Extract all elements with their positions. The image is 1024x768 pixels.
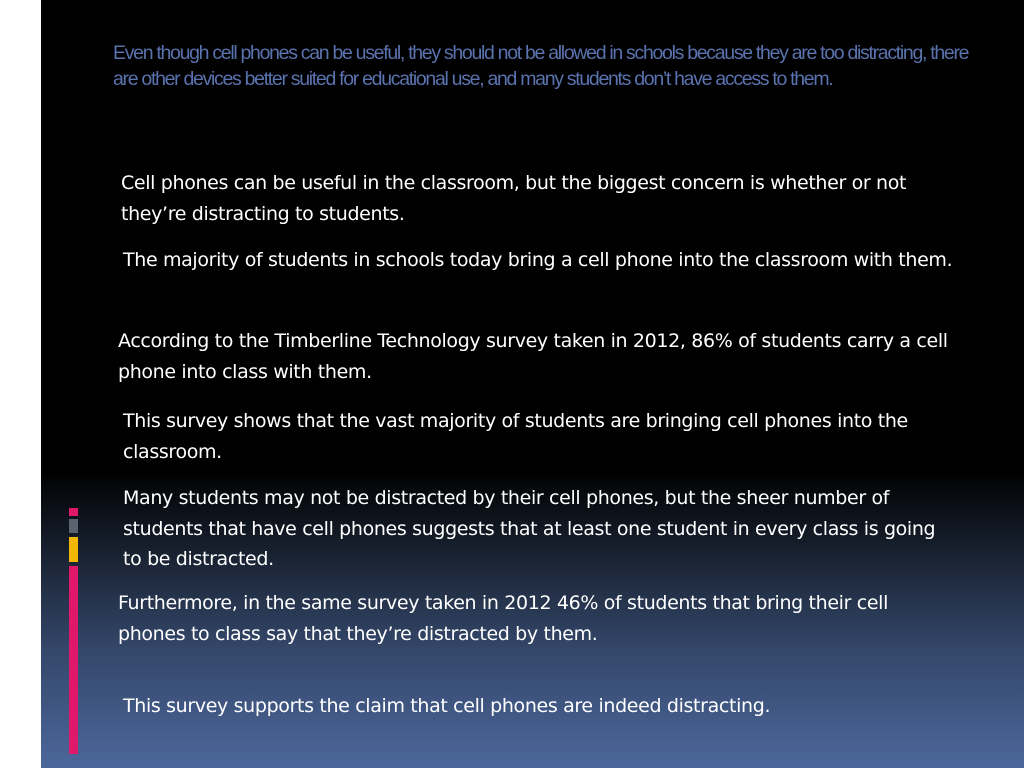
body-paragraph: Many students may not be distracted by their cell phones, but the sheer number of students that have cell phones suggests that at least one student in every class is going to be distracted. bbox=[123, 487, 936, 570]
body-paragraph: Furthermore, in the same survey taken in 2012 46% of students that bring their cell phones to class say that they’re distracted by them. bbox=[118, 592, 889, 645]
body-paragraph: According to the Timberline Technology survey taken in 2012, 86% of students carry a cell phone into class with them. bbox=[118, 330, 948, 383]
body-paragraph: Cell phones can be useful in the classroom, but the biggest concern is whether or not they’re distracting to students. bbox=[121, 172, 907, 225]
body-paragraph: This survey supports the claim that cell phones are indeed distracting. bbox=[123, 695, 771, 717]
accent-segment-pink bbox=[69, 508, 78, 516]
accent-segment-yellow bbox=[69, 537, 78, 562]
accent-segment-pink-long bbox=[69, 566, 78, 754]
slide-title: Even though cell phones can be useful, they should not be allowed in schools because they are too distracting, there are other devices better suited for educational use, and many students don’t have access to them. bbox=[113, 42, 969, 90]
body-paragraph: The majority of students in schools today bring a cell phone into the classroom with them. bbox=[123, 249, 953, 271]
accent-segment-gray bbox=[69, 519, 78, 533]
accent-bar bbox=[69, 0, 78, 768]
body-paragraph: This survey shows that the vast majority of students are bringing cell phones into the classroom. bbox=[123, 410, 908, 463]
